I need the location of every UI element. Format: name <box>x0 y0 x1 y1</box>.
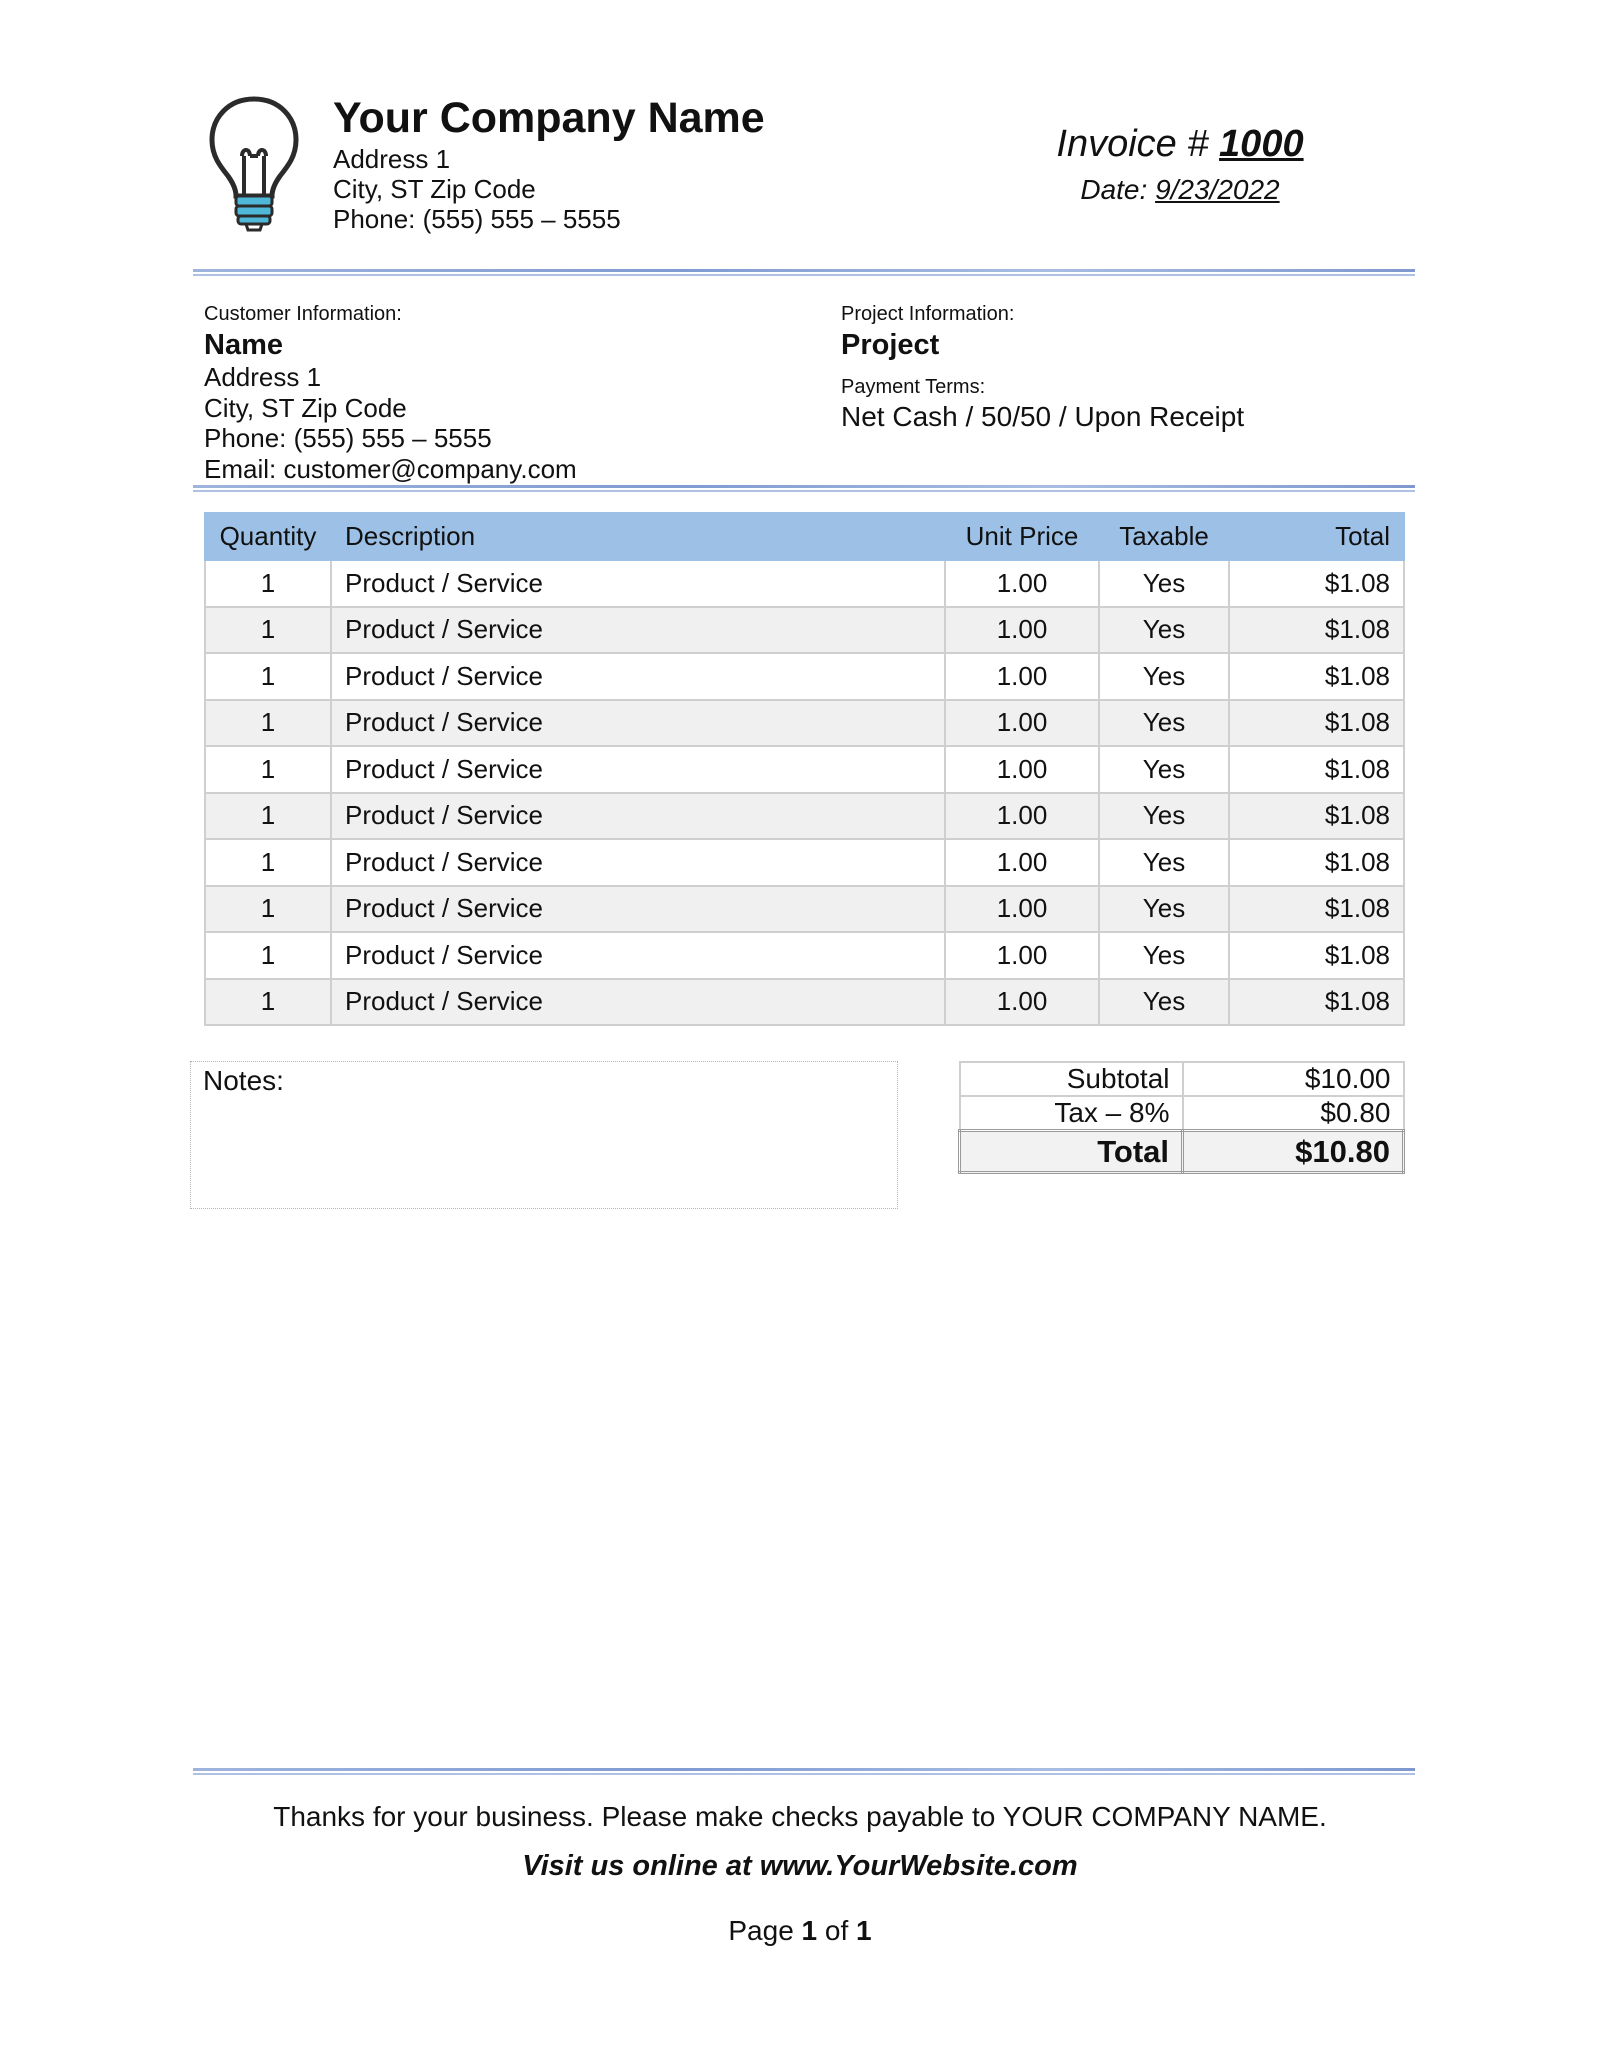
cell-taxable: Yes <box>1099 839 1229 886</box>
cell-quantity: 1 <box>205 653 331 700</box>
customer-info <box>204 300 784 484</box>
cell-description: Product / Service <box>331 746 945 793</box>
cell-taxable: Yes <box>1099 932 1229 979</box>
customer-name: Name <box>204 329 283 361</box>
project-info-label: Project Information: <box>841 303 1015 325</box>
customer-address: Address 1 <box>204 362 322 392</box>
cell-unit-price: 1.00 <box>945 979 1099 1026</box>
payment-terms-value: Net Cash / 50/50 / Upon Receipt <box>841 401 1245 432</box>
cell-total: $1.08 <box>1229 932 1404 979</box>
cell-quantity: 1 <box>205 979 331 1026</box>
cell-taxable: Yes <box>1099 607 1229 654</box>
cell-taxable: Yes <box>1099 560 1229 607</box>
table-row <box>205 979 1404 1026</box>
page-prefix: Page <box>728 1915 802 1946</box>
table-row <box>205 560 1404 607</box>
cell-unit-price: 1.00 <box>945 560 1099 607</box>
header-description: Description <box>331 513 945 560</box>
website-line[interactable]: Visit us online at www.YourWebsite.com <box>522 1850 1078 1882</box>
customer-info-label: Customer Information: <box>204 303 402 325</box>
cell-quantity: 1 <box>205 700 331 747</box>
cell-total: $1.08 <box>1229 653 1404 700</box>
cell-description: Product / Service <box>331 979 945 1026</box>
invoice-date-value: 9/23/2022 <box>1155 174 1280 205</box>
tax-row <box>960 1096 1404 1131</box>
thanks-message: Thanks for your business. Please make checks payable to YOUR COMPANY NAME. <box>273 1801 1327 1832</box>
invoice-title-prefix: Invoice # <box>1056 123 1220 165</box>
cell-unit-price: 1.00 <box>945 607 1099 654</box>
table-row <box>205 653 1404 700</box>
cell-unit-price: 1.00 <box>945 653 1099 700</box>
info-divider <box>193 485 1415 492</box>
invoice-header <box>1020 120 1340 210</box>
page-number <box>0 1914 1600 1948</box>
company-name: Your Company Name <box>333 94 765 142</box>
cell-description: Product / Service <box>331 932 945 979</box>
footer-divider <box>193 1768 1415 1775</box>
cell-description: Product / Service <box>331 839 945 886</box>
cell-taxable: Yes <box>1099 979 1229 1026</box>
cell-quantity: 1 <box>205 560 331 607</box>
grand-total-label: Total <box>960 1131 1183 1173</box>
invoice-date-prefix: Date: <box>1080 174 1156 205</box>
page-of: of <box>817 1915 857 1946</box>
cell-description: Product / Service <box>331 886 945 933</box>
table-header-row <box>205 513 1404 560</box>
cell-quantity: 1 <box>205 793 331 840</box>
cell-taxable: Yes <box>1099 746 1229 793</box>
cell-unit-price: 1.00 <box>945 700 1099 747</box>
cell-quantity: 1 <box>205 886 331 933</box>
line-items-table <box>204 512 1405 1026</box>
company-info <box>333 92 765 234</box>
light-bulb-icon <box>206 94 302 234</box>
table-row <box>205 932 1404 979</box>
cell-quantity: 1 <box>205 839 331 886</box>
cell-quantity: 1 <box>205 932 331 979</box>
cell-total: $1.08 <box>1229 979 1404 1026</box>
company-city: City, ST Zip Code <box>333 174 536 204</box>
tax-label: Tax – 8% <box>960 1096 1183 1131</box>
cell-quantity: 1 <box>205 607 331 654</box>
cell-taxable: Yes <box>1099 653 1229 700</box>
table-row <box>205 746 1404 793</box>
header-unit-price: Unit Price <box>945 513 1099 560</box>
subtotal-value: $10.00 <box>1183 1062 1404 1096</box>
header-total: Total <box>1229 513 1404 560</box>
table-row <box>205 839 1404 886</box>
page-current: 1 <box>801 1915 818 1946</box>
cell-total: $1.08 <box>1229 839 1404 886</box>
cell-total: $1.08 <box>1229 607 1404 654</box>
cell-total: $1.08 <box>1229 700 1404 747</box>
totals-table <box>958 1061 1405 1174</box>
cell-taxable: Yes <box>1099 886 1229 933</box>
project-name: Project <box>841 329 940 361</box>
grand-total-value: $10.80 <box>1183 1131 1404 1173</box>
cell-unit-price: 1.00 <box>945 839 1099 886</box>
customer-email: Email: customer@company.com <box>204 453 577 484</box>
table-row <box>205 793 1404 840</box>
notes-box[interactable] <box>190 1061 898 1209</box>
cell-description: Product / Service <box>331 793 945 840</box>
company-address: Address 1 <box>333 144 451 174</box>
notes-label: Notes: <box>203 1065 284 1096</box>
invoice-title <box>1020 120 1340 168</box>
table-row <box>205 886 1404 933</box>
customer-city: City, ST Zip Code <box>204 392 407 423</box>
table-row <box>205 607 1404 654</box>
cell-unit-price: 1.00 <box>945 793 1099 840</box>
cell-total: $1.08 <box>1229 560 1404 607</box>
invoice-number: 1000 <box>1219 123 1304 165</box>
cell-total: $1.08 <box>1229 793 1404 840</box>
payment-terms-label: Payment Terms: <box>841 376 986 398</box>
cell-taxable: Yes <box>1099 793 1229 840</box>
cell-description: Product / Service <box>331 653 945 700</box>
cell-description: Product / Service <box>331 607 945 654</box>
table-row <box>205 700 1404 747</box>
tax-value: $0.80 <box>1183 1096 1404 1131</box>
project-info <box>841 300 1401 434</box>
header-taxable: Taxable <box>1099 513 1229 560</box>
cell-total: $1.08 <box>1229 746 1404 793</box>
cell-quantity: 1 <box>205 746 331 793</box>
page-total: 1 <box>856 1915 872 1946</box>
cell-taxable: Yes <box>1099 700 1229 747</box>
header-divider <box>193 269 1415 276</box>
company-phone: Phone: (555) 555 – 5555 <box>333 204 621 234</box>
subtotal-row <box>960 1062 1404 1096</box>
grand-total-row <box>960 1131 1404 1173</box>
cell-description: Product / Service <box>331 700 945 747</box>
invoice-date <box>1020 170 1340 210</box>
cell-unit-price: 1.00 <box>945 746 1099 793</box>
customer-phone: Phone: (555) 555 – 5555 <box>204 423 492 453</box>
cell-description: Product / Service <box>331 560 945 607</box>
header-quantity: Quantity <box>205 513 331 560</box>
cell-unit-price: 1.00 <box>945 886 1099 933</box>
cell-unit-price: 1.00 <box>945 932 1099 979</box>
cell-total: $1.08 <box>1229 886 1404 933</box>
subtotal-label: Subtotal <box>960 1062 1183 1096</box>
